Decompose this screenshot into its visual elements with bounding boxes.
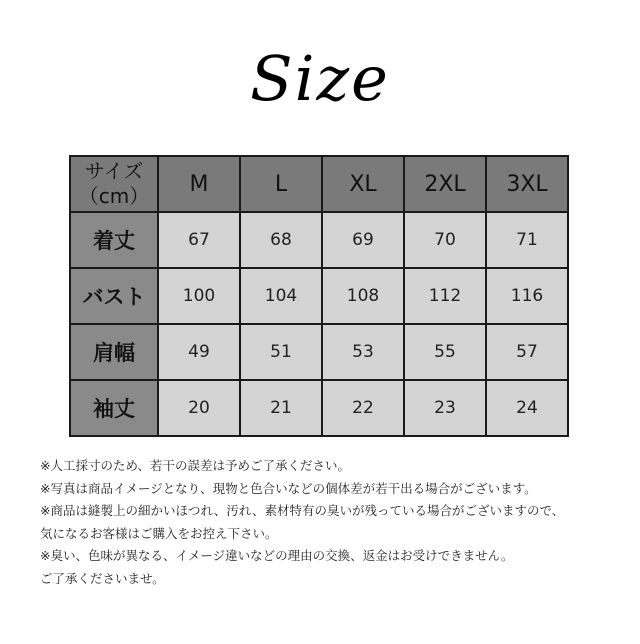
table-cell: 23 (404, 380, 486, 436)
table-row (70, 324, 568, 380)
row-label-bust: バスト (70, 268, 158, 324)
table-cell: 100 (158, 268, 240, 324)
table-cell: 69 (322, 212, 404, 268)
table-cell: 22 (322, 380, 404, 436)
table-cell: 49 (158, 324, 240, 380)
table-cell: 116 (486, 268, 568, 324)
corner-label-line1: サイズ (84, 159, 144, 183)
table-corner-label (70, 156, 158, 212)
table-cell: 21 (240, 380, 322, 436)
row-label-shoulder: 肩幅 (70, 324, 158, 380)
row-label-sleeve: 袖丈 (70, 380, 158, 436)
table-cell: 51 (240, 324, 322, 380)
table-row (70, 380, 568, 436)
note-line: ※写真は商品イメージとなり、現物と色合いなどの個体差が若干出る場合がございます。 (40, 480, 537, 496)
table-cell: 104 (240, 268, 322, 324)
note-line: ※商品は縫製上の細かいほつれ、汚れ、素材特有の臭いが残っている場合がございますので、 (40, 503, 565, 518)
table-cell: 53 (322, 324, 404, 380)
table-cell: 108 (322, 268, 404, 324)
table-row (70, 212, 568, 268)
size-header-m: M (158, 156, 240, 212)
table-cell: 57 (486, 324, 568, 380)
table-cell: 112 (404, 268, 486, 324)
table-cell: 20 (158, 380, 240, 436)
notes-block (40, 455, 620, 590)
size-header-xl: XL (322, 156, 404, 212)
table-row (70, 268, 568, 324)
table-cell: 67 (158, 212, 240, 268)
size-header-l: L (240, 156, 322, 212)
note-line: ご了承くださいませ。 (40, 570, 165, 586)
table-cell: 70 (404, 212, 486, 268)
table-cell: 71 (486, 212, 568, 268)
page-title: Size (250, 42, 390, 115)
note-line: ※臭い、色味が異なる、イメージ違いなどの理由の交換、返金はお受けできません。 (40, 548, 514, 563)
corner-label-line2: （cm） (78, 184, 150, 208)
table-cell: 68 (240, 212, 322, 268)
note-line: 気になるお客様はご購入をお控え下さい。 (40, 525, 278, 541)
size-table (69, 155, 569, 437)
size-header-3xl: 3XL (486, 156, 568, 212)
row-label-length: 着丈 (70, 212, 158, 268)
table-header-row (70, 156, 568, 212)
note-line: ※人工採寸のため、若干の誤差は予めご了承ください。 (40, 458, 350, 473)
table-cell: 24 (486, 380, 568, 436)
size-header-2xl: 2XL (404, 156, 486, 212)
table-cell: 55 (404, 324, 486, 380)
